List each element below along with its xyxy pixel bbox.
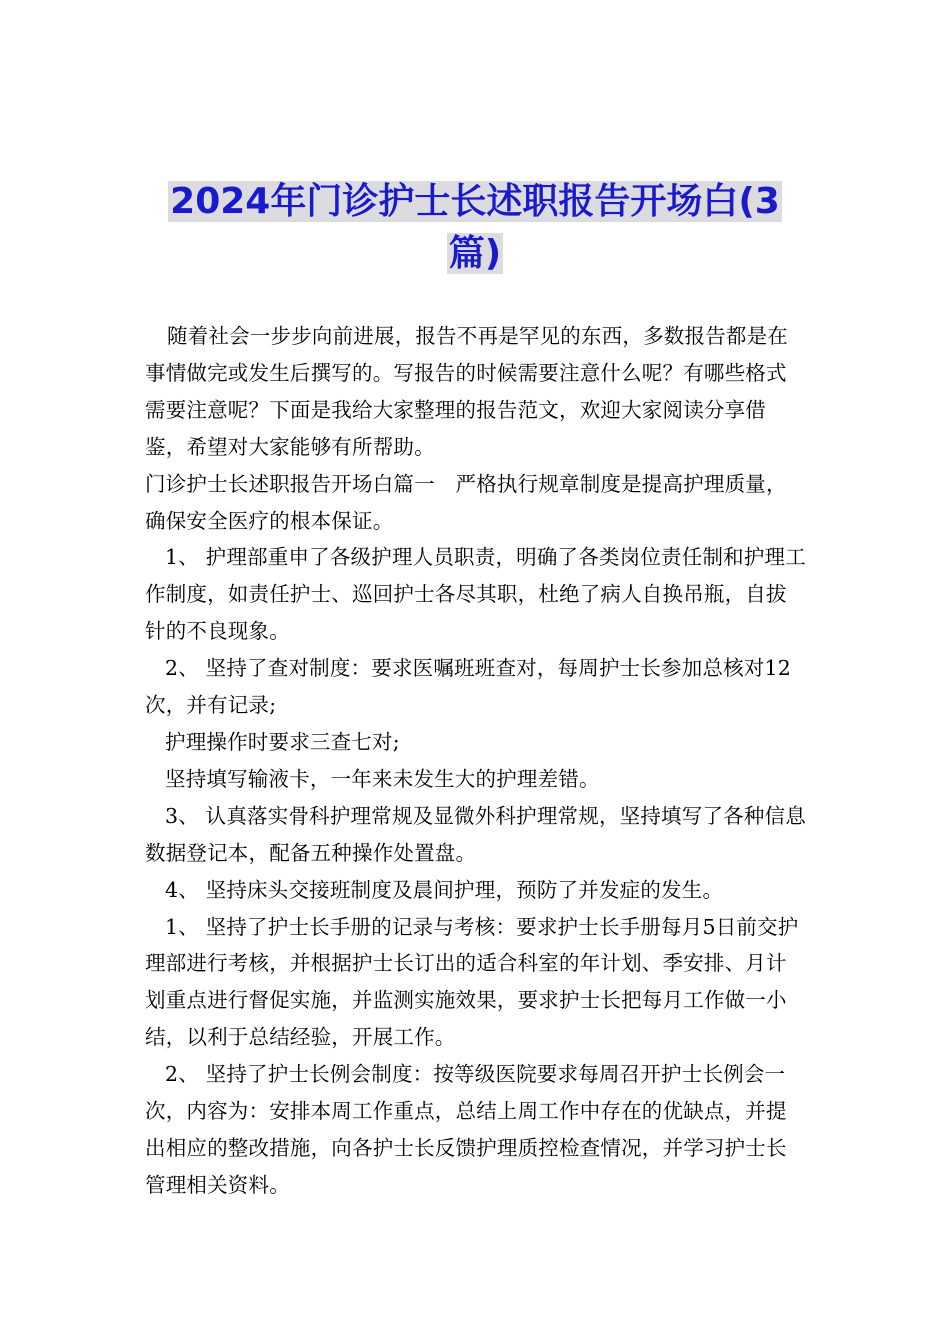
- paragraph-item: 2、 坚持了查对制度：要求医嘱班班查对，每周护士长参加总核对12次，并有记录;: [145, 656, 792, 718]
- paragraph-subline: 护理操作时要求三查七对;: [165, 729, 400, 754]
- paragraph-item: 3、 认真落实骨科护理常规及显微外科护理常规，坚持填写了各种信息数据登记本，配备五种操作处置盘。: [145, 803, 806, 865]
- paragraph-item: 1、 护理部重申了各级护理人员职责，明确了各类岗位责任制和护理工作制度，如责任护士、巡回护士各尽其职，杜绝了病人自换吊瓶，自拔针的不良现象。: [145, 545, 806, 644]
- paragraph-item: 1、 坚持了护士长手册的记录与考核：要求护士长手册每月5日前交护理部进行考核，并根据护士长订出的适合科室的年计划、季安排、月计划重点进行督促实施，并监测实施效果，要求护士长把每月工作做一小结，以利于总结经验，开展工作。: [145, 914, 799, 1050]
- paragraph-intro: 随着社会一步步向前进展，报告不再是罕见的东西，多数报告都是在事情做完或发生后撰写的。写报告的时候需要注意什么呢？有哪些格式需要注意呢？下面是我给大家整理的报告范文，欢迎大家阅读分享借鉴，希望对大家能够有所帮助。: [145, 324, 788, 459]
- document-title: [145, 176, 805, 280]
- paragraph-subline: 坚持填写输液卡，一年来未发生大的护理差错。: [165, 766, 600, 791]
- document-body: [145, 318, 807, 1204]
- paragraph-item: 4、 坚持床头交接班制度及晨间护理，预防了并发症的发生。: [165, 877, 724, 902]
- title-text: 2024年门诊护士长述职报告开场白(3篇): [170, 181, 780, 274]
- paragraph-section-heading: 门诊护士长述职报告开场白篇一 严格执行规章制度是提高护理质量，确保安全医疗的根本保证。: [145, 471, 787, 533]
- paragraph-item: 2、 坚持了护士长例会制度：按等级医院要求每周召开护士长例会一次，内容为：安排本周工作重点，总结上周工作中存在的优缺点，并提出相应的整改措施，向各护士长反馈护理质控检查情况，并学习护士长管理相关资料。: [145, 1062, 787, 1197]
